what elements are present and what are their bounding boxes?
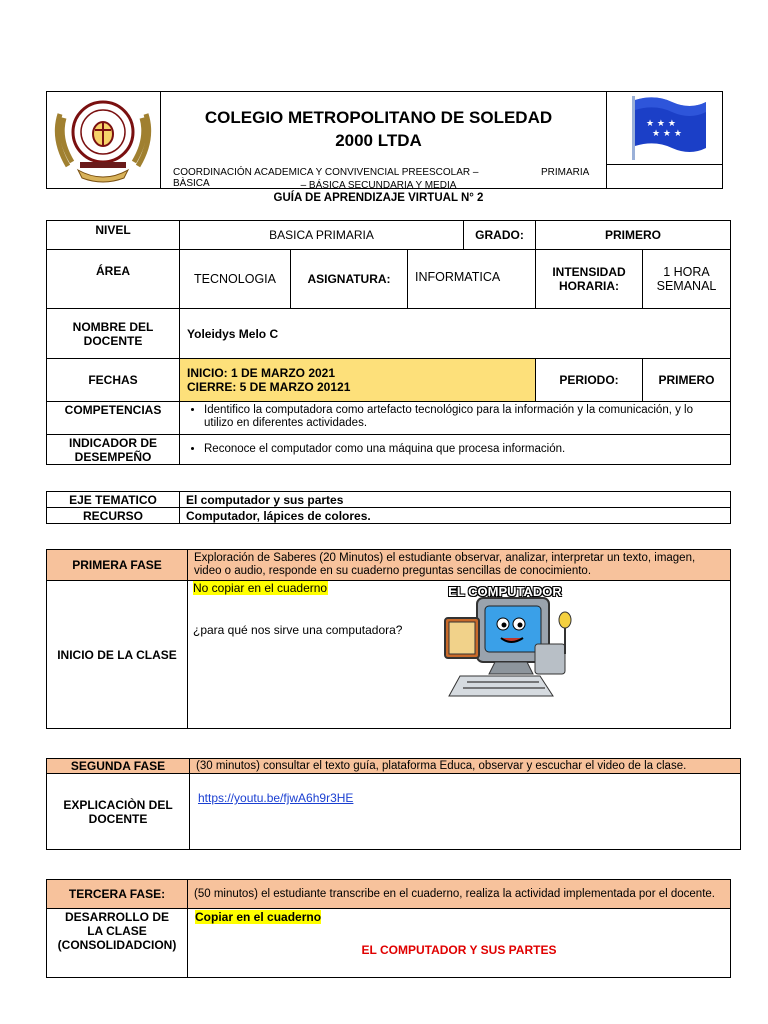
coordination-right: PRIMARIA bbox=[541, 167, 590, 178]
svg-text:★ ★ ★: ★ ★ ★ bbox=[652, 129, 682, 139]
nivel-label: NIVEL bbox=[46, 220, 180, 250]
competencias-item: • Identifico la computadora como artefacto tecnológico para la información y la comunicación, y lo utilizo en diferentes actividades. bbox=[204, 404, 724, 430]
area-label: ÁREA bbox=[46, 249, 180, 309]
fechas-label: FECHAS bbox=[46, 358, 180, 402]
indicador-label-line2: DESEMPEÑO bbox=[74, 449, 152, 464]
desarrollo-label-line1: DESARROLLO DE bbox=[64, 910, 169, 924]
periodo-value: PRIMERO bbox=[642, 358, 731, 402]
intensidad-value bbox=[642, 249, 731, 309]
guide-title: GUÍA DE APRENDIZAJE VIRTUAL N° 2 bbox=[273, 192, 484, 204]
periodo-label: PERIODO: bbox=[535, 358, 643, 402]
intensidad-label bbox=[535, 249, 643, 309]
eje-label: EJE TEMATICO bbox=[46, 491, 180, 508]
docente-label-line2: DOCENTE bbox=[83, 333, 143, 348]
coordination-line2: – BÁSICA SECUNDARIA Y MEDIA bbox=[300, 180, 457, 191]
recurso-value: Computador, lápices de colores. bbox=[179, 507, 731, 524]
indicador-label-line1: INDICADOR DE bbox=[68, 435, 157, 450]
school-crest-icon bbox=[50, 94, 156, 184]
tercera-fase-description: (50 minutos) el estudiante transcribe en el cuaderno, realiza la actividad implementada por el docente. bbox=[187, 879, 731, 909]
competencias-label: COMPETENCIAS bbox=[46, 401, 180, 435]
no-copiar-note: No copiar en el cuaderno bbox=[193, 581, 328, 595]
copiar-note: Copiar en el cuaderno bbox=[195, 910, 322, 924]
desarrollo-label-line3: (CONSOLIDADCION) bbox=[57, 938, 177, 952]
docente-label bbox=[46, 308, 180, 359]
video-link[interactable]: https://youtu.be/fjwA6h9r3HE bbox=[198, 791, 354, 805]
competencias-value bbox=[179, 401, 731, 435]
coordination-text: COORDINACIÓN ACADEMICA Y CONVIVENCIAL PREESCOLAR – BÀSICA bbox=[173, 167, 479, 189]
explicacion-content bbox=[189, 773, 741, 850]
fecha-inicio: INICIO: 1 DE MARZO 2021 bbox=[187, 366, 336, 380]
class-question: ¿para qué nos sirve una computadora? bbox=[193, 623, 403, 637]
indicador-item: • Reconoce el computador como una máquina que procesa información. bbox=[204, 443, 565, 456]
desarrollo-subtitle: EL COMPUTADOR Y SUS PARTES bbox=[361, 943, 557, 957]
asignatura-label: ASIGNATURA: bbox=[290, 249, 408, 309]
flag-icon bbox=[630, 92, 710, 162]
intensidad-label-line2: HORARIA: bbox=[559, 279, 619, 293]
cartoon-computer-icon bbox=[415, 584, 580, 704]
header-flag-divider bbox=[606, 91, 607, 189]
segunda-fase-label: SEGUNDA FASE bbox=[46, 758, 190, 774]
computer-image-title: EL COMPUTADOR bbox=[448, 584, 562, 599]
fecha-cierre: CIERRE: 5 DE MARZO 20121 bbox=[187, 380, 351, 394]
desarrollo-label-line2: LA CLASE bbox=[87, 924, 147, 938]
desarrollo-label bbox=[46, 908, 188, 978]
docente-label-line1: NOMBRE DEL bbox=[72, 319, 154, 334]
intensidad-label-line1: INTENSIDAD bbox=[552, 265, 626, 279]
svg-text:★ ★ ★: ★ ★ ★ bbox=[646, 119, 676, 129]
explicacion-label-line2: DOCENTE bbox=[88, 811, 148, 826]
school-name-line2: 2000 LTDA bbox=[335, 131, 422, 150]
recurso-label: RECURSO bbox=[46, 507, 180, 524]
intensidad-value-line2: SEMANAL bbox=[656, 279, 717, 293]
eje-value: El computador y sus partes bbox=[179, 491, 731, 508]
tercera-fase-label: TERCERA FASE: bbox=[46, 879, 188, 909]
nivel-value: BASICA PRIMARIA bbox=[179, 220, 464, 250]
primera-fase-label: PRIMERA FASE bbox=[46, 549, 188, 581]
school-name-line1: COLEGIO METROPOLITANO DE SOLEDAD bbox=[204, 108, 553, 127]
grado-label: GRADO: bbox=[463, 220, 536, 250]
explicacion-label bbox=[46, 773, 190, 850]
area-value: TECNOLOGIA bbox=[179, 249, 291, 309]
inicio-clase-label: INICIO DE LA CLASE bbox=[46, 580, 188, 729]
indicador-label bbox=[46, 434, 180, 465]
grado-value: PRIMERO bbox=[535, 220, 731, 250]
fechas-value bbox=[179, 358, 536, 402]
primera-fase-description: Exploración de Saberes (20 Minutos) el estudiante observar, analizar, interpretar un texto, imagen, video o audio, responde en su cuaderno preguntas sencillas de conocimiento. bbox=[187, 549, 731, 581]
header-flag-rule bbox=[606, 164, 723, 165]
intensidad-value-line1: 1 HORA bbox=[663, 265, 710, 279]
explicacion-label-line1: EXPLICACIÒN DEL bbox=[63, 797, 173, 812]
docente-value: Yoleidys Melo C bbox=[179, 308, 731, 359]
indicador-value bbox=[179, 434, 731, 465]
segunda-fase-description: (30 minutos) consultar el texto guía, plataforma Educa, observar y escuchar el video de la clase. bbox=[189, 758, 741, 774]
asignatura-value: INFORMATICA bbox=[407, 249, 536, 309]
